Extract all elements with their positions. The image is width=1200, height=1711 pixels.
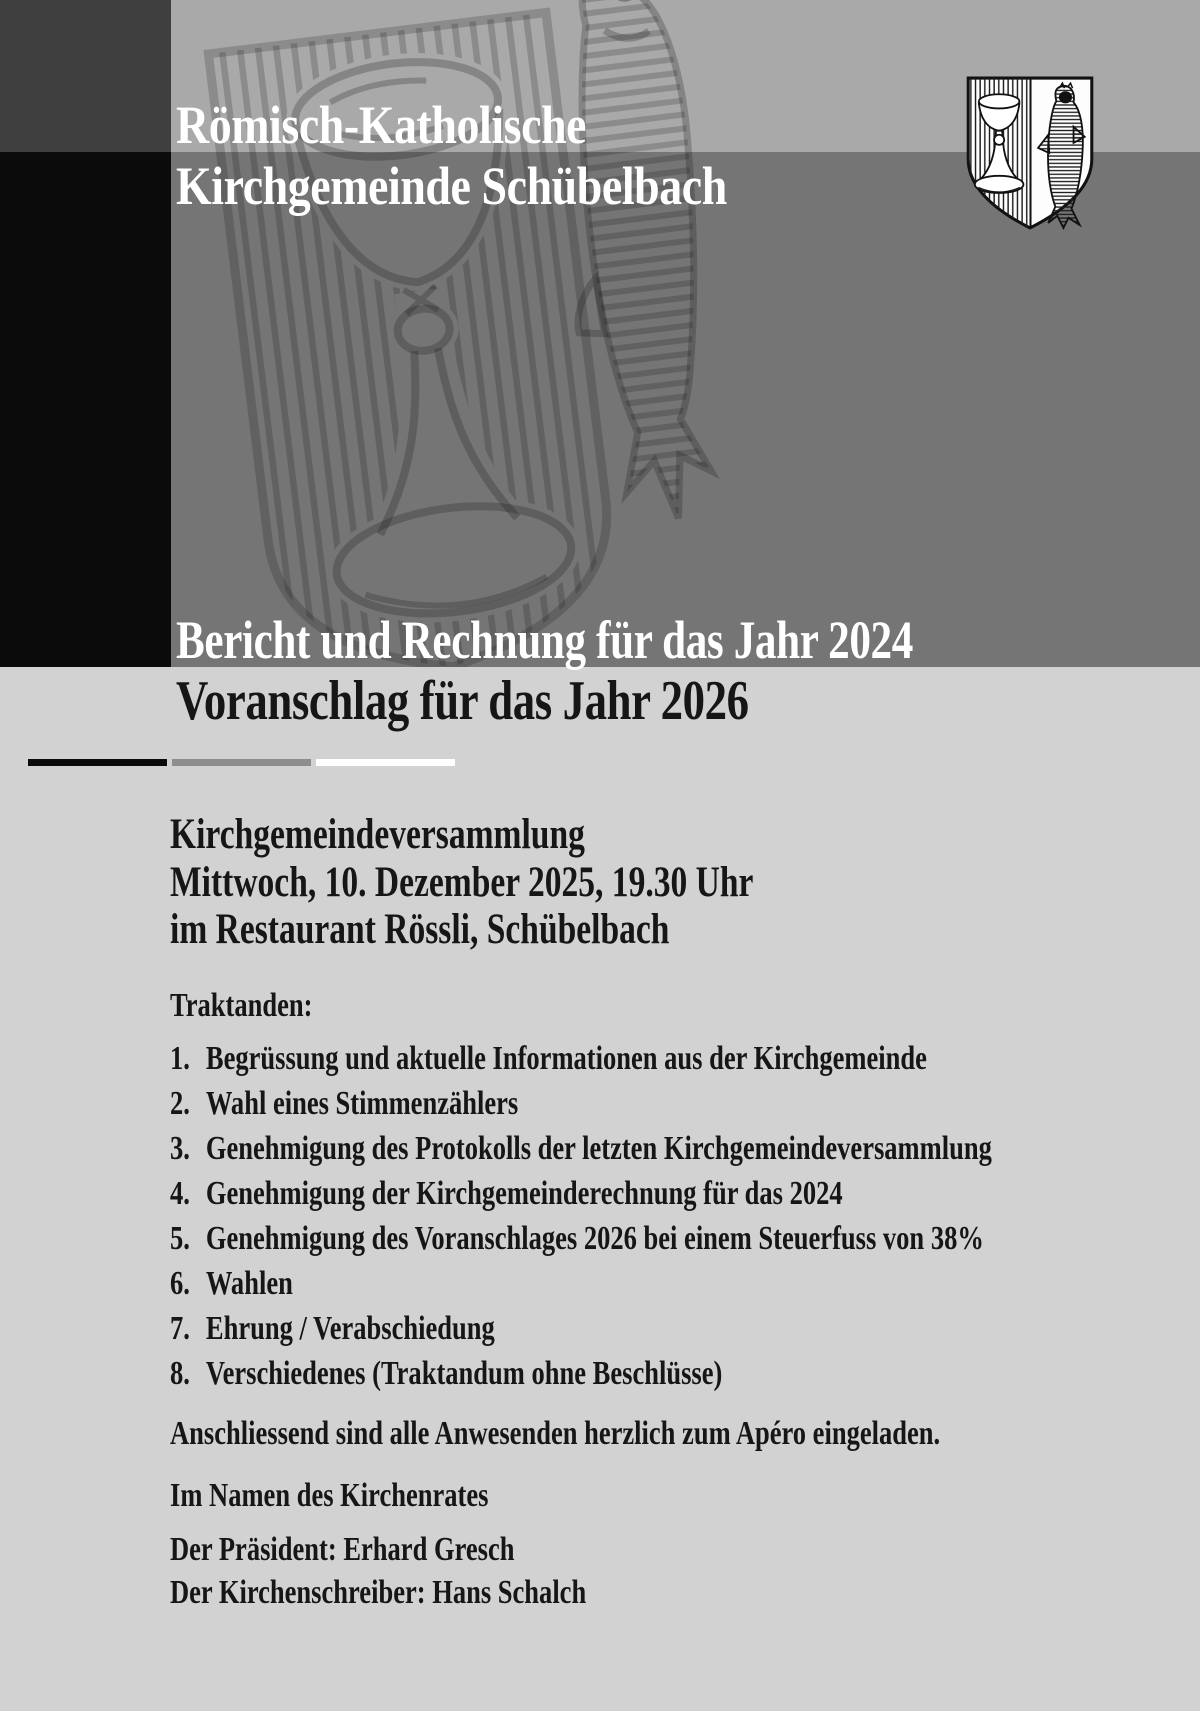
- sidebar-top-block: [0, 0, 171, 152]
- meeting-info: [170, 811, 1090, 954]
- agenda-item-text: Begrüssung und aktuelle Informationen aus der Kirchgemeinde: [205, 1039, 927, 1077]
- agenda-item-text: Genehmigung der Kirchgemeinderechnung für das 2024: [205, 1174, 843, 1212]
- agenda-item: [170, 1081, 1090, 1126]
- agenda-item: [170, 1261, 1090, 1306]
- closing-on-behalf: Im Namen des Kirchenrates: [170, 1476, 489, 1514]
- main-content: [170, 811, 1090, 1613]
- meeting-datetime: Mittwoch, 10. Dezember 2025, 19.30 Uhr: [170, 858, 754, 906]
- agenda-item-number: 8.: [170, 1354, 190, 1392]
- apero-note: Anschliessend sind alle Anwesenden herzlich zum Apéro eingeladen.: [170, 1414, 941, 1452]
- agenda-item-number: 2.: [170, 1084, 190, 1122]
- doc-title-line2: Voranschlag für das Jahr 2026: [176, 670, 749, 732]
- agenda-item-text: Genehmigung des Protokolls der letzten Kirchgemeindeversammlung: [205, 1129, 992, 1167]
- agenda-list: [170, 1036, 1090, 1396]
- org-name-line2: Kirchgemeinde Schübelbach: [176, 156, 727, 216]
- divider-segment-white: [316, 759, 455, 766]
- agenda-item: [170, 1216, 1090, 1261]
- agenda-item-number: 3.: [170, 1129, 190, 1167]
- divider-rule: [28, 759, 455, 766]
- org-name-line1: Römisch-Katholische: [176, 95, 587, 155]
- agenda-item: [170, 1306, 1090, 1351]
- meeting-title: Kirchgemeindeversammlung: [170, 811, 585, 858]
- agenda-heading: Traktanden:: [170, 986, 313, 1024]
- agenda-item-number: 5.: [170, 1219, 190, 1257]
- meeting-location: im Restaurant Rössli, Schübelbach: [170, 906, 670, 953]
- agenda-item-text: Ehrung / Verabschiedung: [205, 1309, 495, 1347]
- agenda-item-number: 1.: [170, 1039, 190, 1077]
- divider-segment-black: [28, 759, 167, 766]
- agenda-item: [170, 1126, 1090, 1171]
- agenda-item-text: Genehmigung des Voranschlages 2026 bei einem Steuerfuss von 38%: [205, 1219, 984, 1257]
- agenda-item-number: 7.: [170, 1309, 190, 1347]
- doc-title-line1: Bericht und Rechnung für das Jahr 2024: [176, 610, 913, 670]
- coat-of-arms-icon: [964, 74, 1096, 232]
- agenda-item-text: Wahlen: [205, 1264, 293, 1302]
- closing-secretary: Der Kirchenschreiber: Hans Schalch: [170, 1573, 587, 1611]
- agenda-item-text: Wahl eines Stimmenzählers: [205, 1084, 519, 1122]
- closing-president: Der Präsident: Erhard Gresch: [170, 1530, 515, 1568]
- divider-segment-gray: [172, 759, 311, 766]
- agenda-item-number: 4.: [170, 1174, 190, 1212]
- agenda-item: [170, 1351, 1090, 1396]
- agenda-item-text: Verschiedenes (Traktandum ohne Beschlüsse): [205, 1354, 723, 1392]
- agenda-item: [170, 1036, 1090, 1081]
- agenda-item: [170, 1171, 1090, 1216]
- agenda-item-number: 6.: [170, 1264, 190, 1302]
- sidebar-black-bar: [0, 152, 171, 667]
